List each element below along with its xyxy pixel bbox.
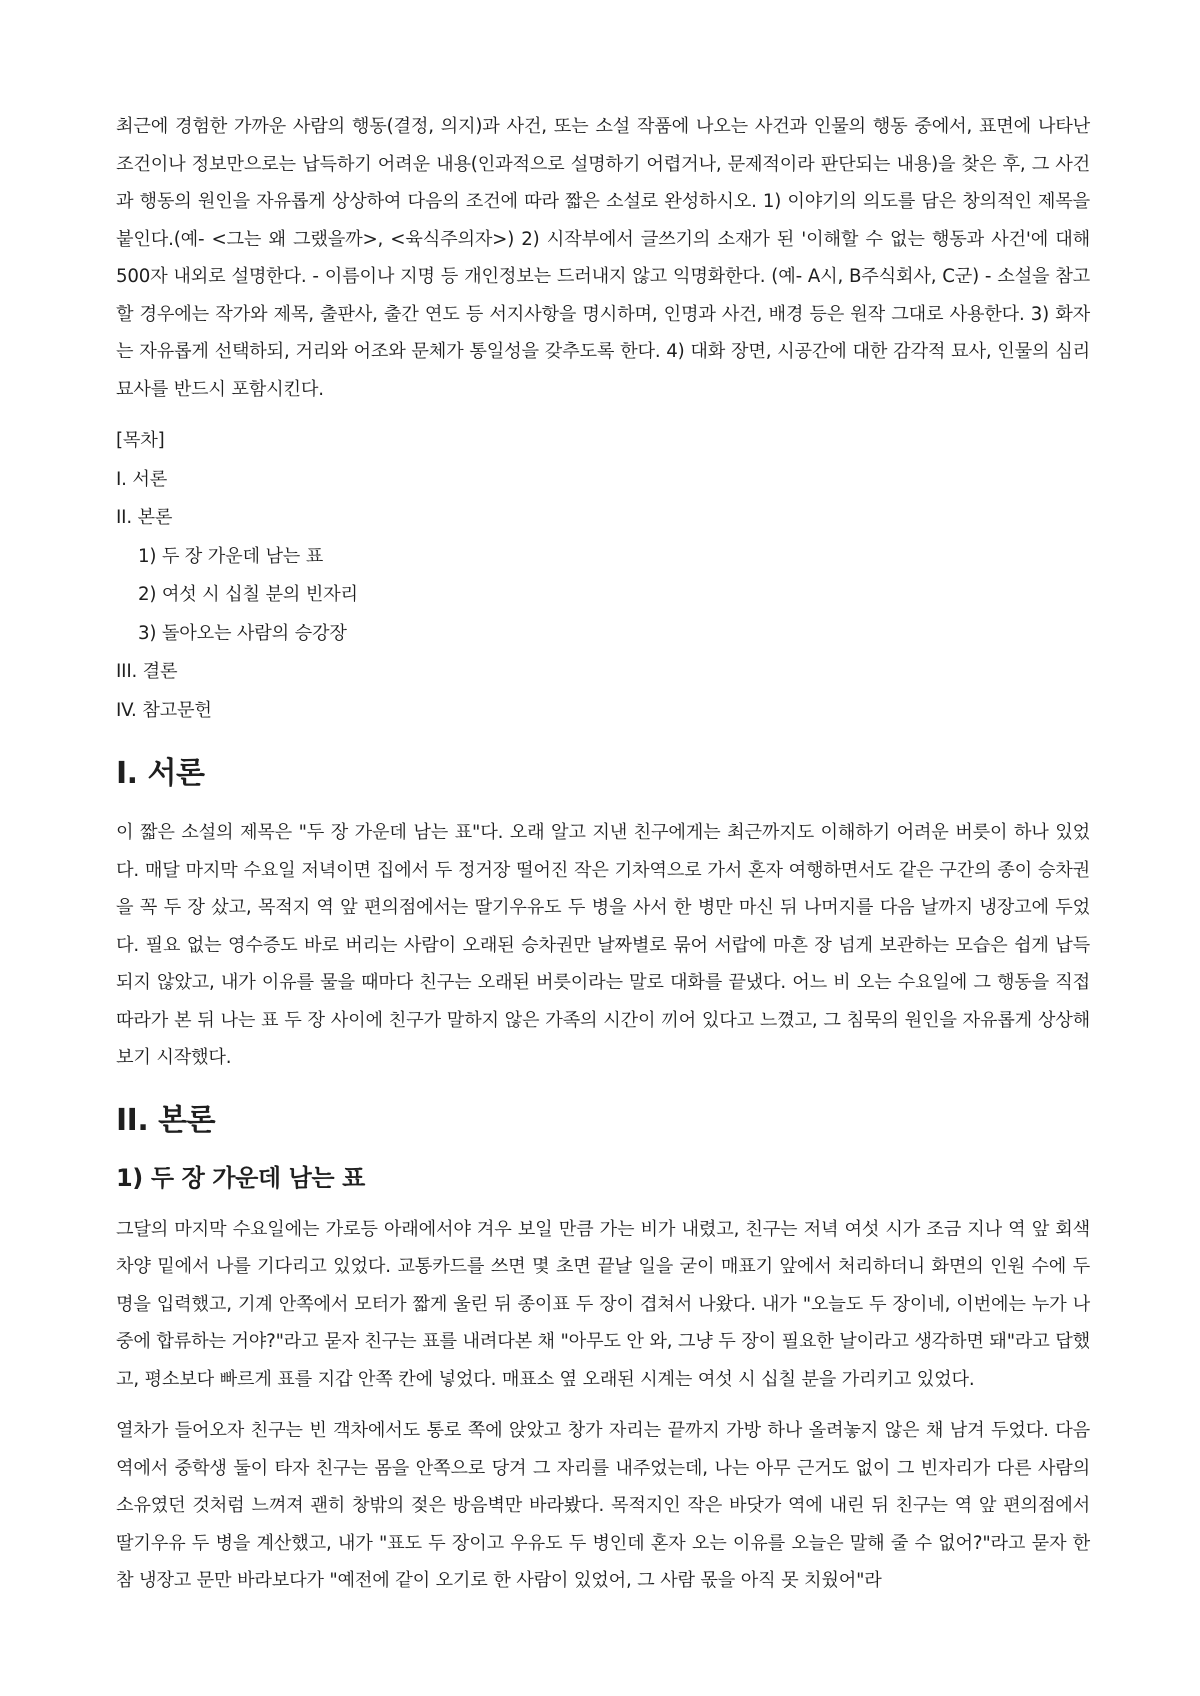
assignment-prompt: 최근에 경험한 가까운 사람의 행동(결정, 의지)과 사건, 또는 소설 작품에 나오는 사건과 인물의 행동 중에서, 표면에 나타난 조건이나 정보만으로는 납득하기 어려운 내용(인과적으로 설명하기 어렵거나, 문제적이라 판단되는 내용)을 찾은 후, 그 사건과 행동의 원인을 자유롭게 상상하여 다음의 조건에 따라 짧은 소설로 완성하시오. 1) 이야기의 의도를 담은 창의적인 제목을 붙인다.(예- <그는 왜 그랬을까>, <육식주의자>) 2) 시작부에서 글쓰기의 소재가 된 '이해할 수 없는 행동과 사건'에 대해 500자 내외로 설명한다. - 이름이나 지명 등 개인정보는 드러내지 않고 익명화한다. (예- A시, B주식회사, C군) - 소설을 참고할 경우에는 작가와 제목, 출판사, 출간 연도 등 서지사항을 명시하며, 인명과 사건, 배경 등은 원작 그대로 사용한다. 3) 화자는 자유롭게 선택하되, 거리와 어조와 문체가 통일성을 갖추도록 한다. 4) 대화 장면, 시공간에 대한 감각적 묘사, 인물의 심리 묘사를 반드시 포함시킨다. — [116, 116, 1090, 400]
table-of-contents — [116, 422, 1090, 730]
toc-item-references: IV. 참고문헌 — [116, 699, 212, 721]
subsection-heading-1: 1) 두 장 가운데 남는 표 — [116, 1163, 365, 1192]
section-heading-main-body: II. 본론 — [116, 1102, 216, 1138]
toc-subitem-3: 3) 돌아오는 사람의 승강장 — [138, 622, 347, 644]
subsection-1-paragraph-1: 그달의 마지막 수요일에는 가로등 아래에서야 겨우 보일 만큼 가는 비가 내렸고, 친구는 저녁 여섯 시가 조금 지나 역 앞 회색 차양 밑에서 나를 기다리고 있었다. 교통카드를 쓰면 몇 초면 끝날 일을 굳이 매표기 앞에서 처리하더니 화면의 인원 수에 두 명을 입력했고, 기계 안쪽에서 모터가 짧게 울린 뒤 종이표 두 장이 겹쳐서 나왔다. 내가 "오늘도 두 장이네, 이번에는 누가 나중에 합류하는 거야?"라고 묻자 친구는 표를 내려다본 채 "아무도 안 와, 그냥 두 장이 필요한 날이라고 생각하면 돼"라고 답했고, 평소보다 빠르게 표를 지갑 안쪽 칸에 넣었다. 매표소 옆 오래된 시계는 여섯 시 십칠 분을 가리키고 있었다. — [116, 1218, 1090, 1390]
introduction-paragraph: 이 짧은 소설의 제목은 "두 장 가운데 남는 표"다. 오래 알고 지낸 친구에게는 최근까지도 이해하기 어려운 버릇이 하나 있었다. 매달 마지막 수요일 저녁이면 집에서 두 정거장 떨어진 작은 기차역으로 가서 혼자 여행하면서도 같은 구간의 종이 승차권을 꼭 두 장 샀고, 목적지 역 앞 편의점에서는 딸기우유도 두 병을 사서 한 병만 마신 뒤 나머지를 다음 날까지 냉장고에 두었다. 필요 없는 영수증도 바로 버리는 사람이 오래된 승차권만 날짜별로 묶어 서랍에 마흔 장 넘게 보관하는 모습은 쉽게 납득되지 않았고, 내가 이유를 물을 때마다 친구는 오래된 버릇이라는 말로 대화를 끝냈다. 어느 비 오는 수요일에 그 행동을 직접 따라가 본 뒤 나는 표 두 장 사이에 친구가 말하지 않은 가족의 시간이 끼어 있다고 느꼈고, 그 침묵의 원인을 자유롭게 상상해 보기 시작했다. — [116, 822, 1090, 1068]
toc-item-conclusion: III. 결론 — [116, 661, 178, 682]
subsection-1-paragraph-2: 열차가 들어오자 친구는 빈 객차에서도 통로 쪽에 앉았고 창가 자리는 끝까지 가방 하나 올려놓지 않은 채 남겨 두었다. 다음 역에서 중학생 둘이 타자 친구는 몸을 안쪽으로 당겨 그 자리를 내주었는데, 나는 아무 근거도 없이 그 빈자리가 다른 사람의 소유였던 것처럼 느껴져 괜히 창밖의 젖은 방음벽만 바라봤다. 목적지인 작은 바닷가 역에 내린 뒤 친구는 역 앞 편의점에서 딸기우유 두 병을 계산했고, 내가 "표도 두 장이고 우유도 두 병인데 혼자 오는 이유를 오늘은 말해 줄 수 없어?"라고 묻자 한참 냉장고 문만 바라보다가 "예전에 같이 오기로 한 사람이 있었어, 그 사람 몫을 아직 못 치웠어"라 — [116, 1420, 1090, 1591]
section-heading-introduction: I. 서론 — [116, 756, 205, 791]
toc-subitem-1: 1) 두 장 가운데 남는 표 — [138, 545, 324, 567]
toc-item-introduction: I. 서론 — [116, 468, 168, 490]
toc-item-main-body: II. 본론 — [116, 507, 173, 528]
toc-heading: [목차] — [116, 430, 165, 451]
toc-subitem-2: 2) 여섯 시 십칠 분의 빈자리 — [138, 584, 358, 605]
